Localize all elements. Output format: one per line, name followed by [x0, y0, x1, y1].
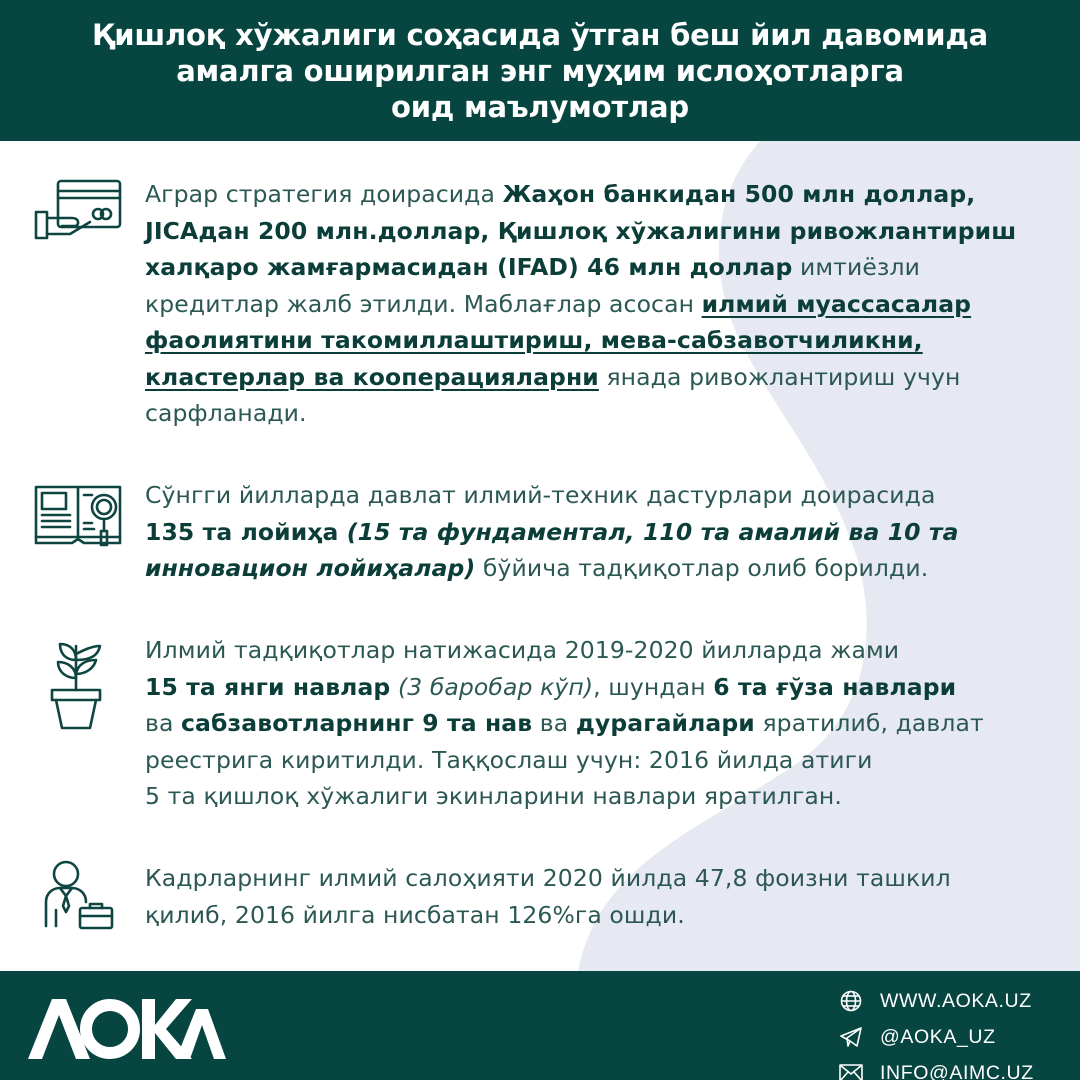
text-segment: янада ривожлантириш учун	[598, 362, 961, 391]
text-line	[145, 897, 1050, 934]
text-line	[145, 632, 1050, 669]
text-segment: , шундан	[593, 672, 714, 701]
text-segment: бўйича тадқиқотлар олиб борилди.	[475, 554, 929, 582]
emphasized-text: халқаро жамғармасидан (IFAD) 46 млн доллар	[145, 253, 793, 281]
text-segment: реестрига киритилди. Таққослаш учун: 2016 йилда атиги	[145, 745, 873, 774]
contact-text: WWW.AOKA.UZ	[880, 989, 1032, 1012]
title-line: амалга оширилган энг муҳим ислоҳотларга	[176, 53, 904, 88]
text-line	[145, 176, 1050, 213]
text-segment: ва	[532, 709, 576, 737]
emphasized-text: JICAдан 200 млн.доллар, Қишлоқ хўжалигини ривожлантириш	[145, 216, 1017, 245]
text-segment: 5 та қишлоқ хўжалиги экинларини навлари яратилган.	[145, 782, 842, 810]
globe-icon	[838, 990, 864, 1012]
text-line	[145, 514, 1050, 551]
text-segment: сарфланади.	[145, 399, 307, 427]
text-segment: Аграр стратегия доирасида	[145, 180, 503, 208]
mail-icon	[838, 1062, 864, 1084]
contact-list	[838, 983, 1034, 1091]
text-segment: Кадрларнинг илмий салоҳияти 2020 йилда 47,8 фоизни ташкил	[145, 864, 951, 892]
book-magnifier-icon	[32, 479, 124, 549]
emphasized-text: 15 та янги навлар	[145, 672, 391, 701]
person-briefcase-icon	[32, 860, 124, 930]
text-line	[145, 705, 1050, 742]
emphasized-text: Жаҳон банкидан 500 млн доллар,	[502, 180, 976, 208]
highlighted-link-text: кластерлар ва кооперацияларни	[145, 362, 599, 391]
aoka-logo	[26, 995, 226, 1061]
text-line	[145, 249, 1050, 286]
text-line	[145, 669, 1050, 706]
text-line	[145, 477, 1050, 514]
plant-pot-icon	[32, 632, 124, 732]
text-line	[145, 778, 1050, 815]
text-line	[145, 860, 1050, 897]
title-line: оид маълумотлар	[391, 89, 689, 124]
text-segment: Сўнгги йилларда давлат илмий-техник дастурлари доирасида	[145, 481, 936, 509]
header-banner	[0, 0, 1080, 141]
emphasized-text: 135 та лойиҳа	[145, 517, 347, 546]
telegram-icon	[838, 1026, 864, 1048]
highlighted-link-text: илмий муассасалар	[701, 289, 972, 318]
text-line	[145, 742, 1050, 779]
emphasized-text: дурагайлари	[575, 709, 755, 737]
emphasized-text: сабзавотларнинг 9 та нав	[181, 709, 533, 737]
text-line	[145, 322, 1050, 359]
emphasized-text: (3 баробар кўп)	[397, 672, 594, 701]
text-segment: яратилиб, давлат	[754, 709, 984, 737]
emphasized-text: инновацион лойиҳалар)	[145, 554, 476, 582]
contact-text: @AOKA_UZ	[880, 1025, 996, 1048]
text-line	[145, 550, 1050, 587]
text-line	[145, 359, 1050, 396]
title-line: Қишлоқ хўжалиги соҳасида ўтган беш йил давомида	[92, 17, 988, 52]
contact-email[interactable]	[838, 1055, 1034, 1091]
contact-website[interactable]	[838, 983, 1034, 1019]
text-segment: ва	[145, 709, 182, 737]
block-text	[145, 176, 1050, 432]
emphasized-text: 6 та ғўза навлари	[713, 672, 957, 701]
contact-text: INFO@AIMC.UZ	[880, 1061, 1034, 1084]
text-line	[145, 213, 1050, 250]
text-segment: имтиёзли	[792, 253, 920, 281]
contact-telegram[interactable]	[838, 1019, 1034, 1055]
emphasized-text: (15 та фундаментал, 110 та амалий ва 10 та	[346, 517, 959, 546]
text-line	[145, 286, 1050, 323]
text-segment: кредитлар жалб этилди. Маблағлар асосан	[145, 289, 702, 318]
footer-bar	[0, 971, 1080, 1084]
block-text	[145, 632, 1050, 815]
card-hand-icon	[32, 178, 124, 248]
highlighted-link-text: фаолиятини такомиллаштириш, мева-сабзавотчиликни,	[145, 326, 923, 354]
page-title	[60, 17, 1020, 125]
text-segment: қилиб, 2016 йилга нисбатан 126%га ошди.	[145, 900, 685, 929]
block-text	[145, 860, 1050, 933]
block-text	[145, 477, 1050, 587]
text-line	[145, 395, 1050, 432]
text-segment: Илмий тадқиқотлар натижасида 2019-2020 йилларда жами	[145, 636, 900, 664]
text-segment	[390, 673, 398, 701]
